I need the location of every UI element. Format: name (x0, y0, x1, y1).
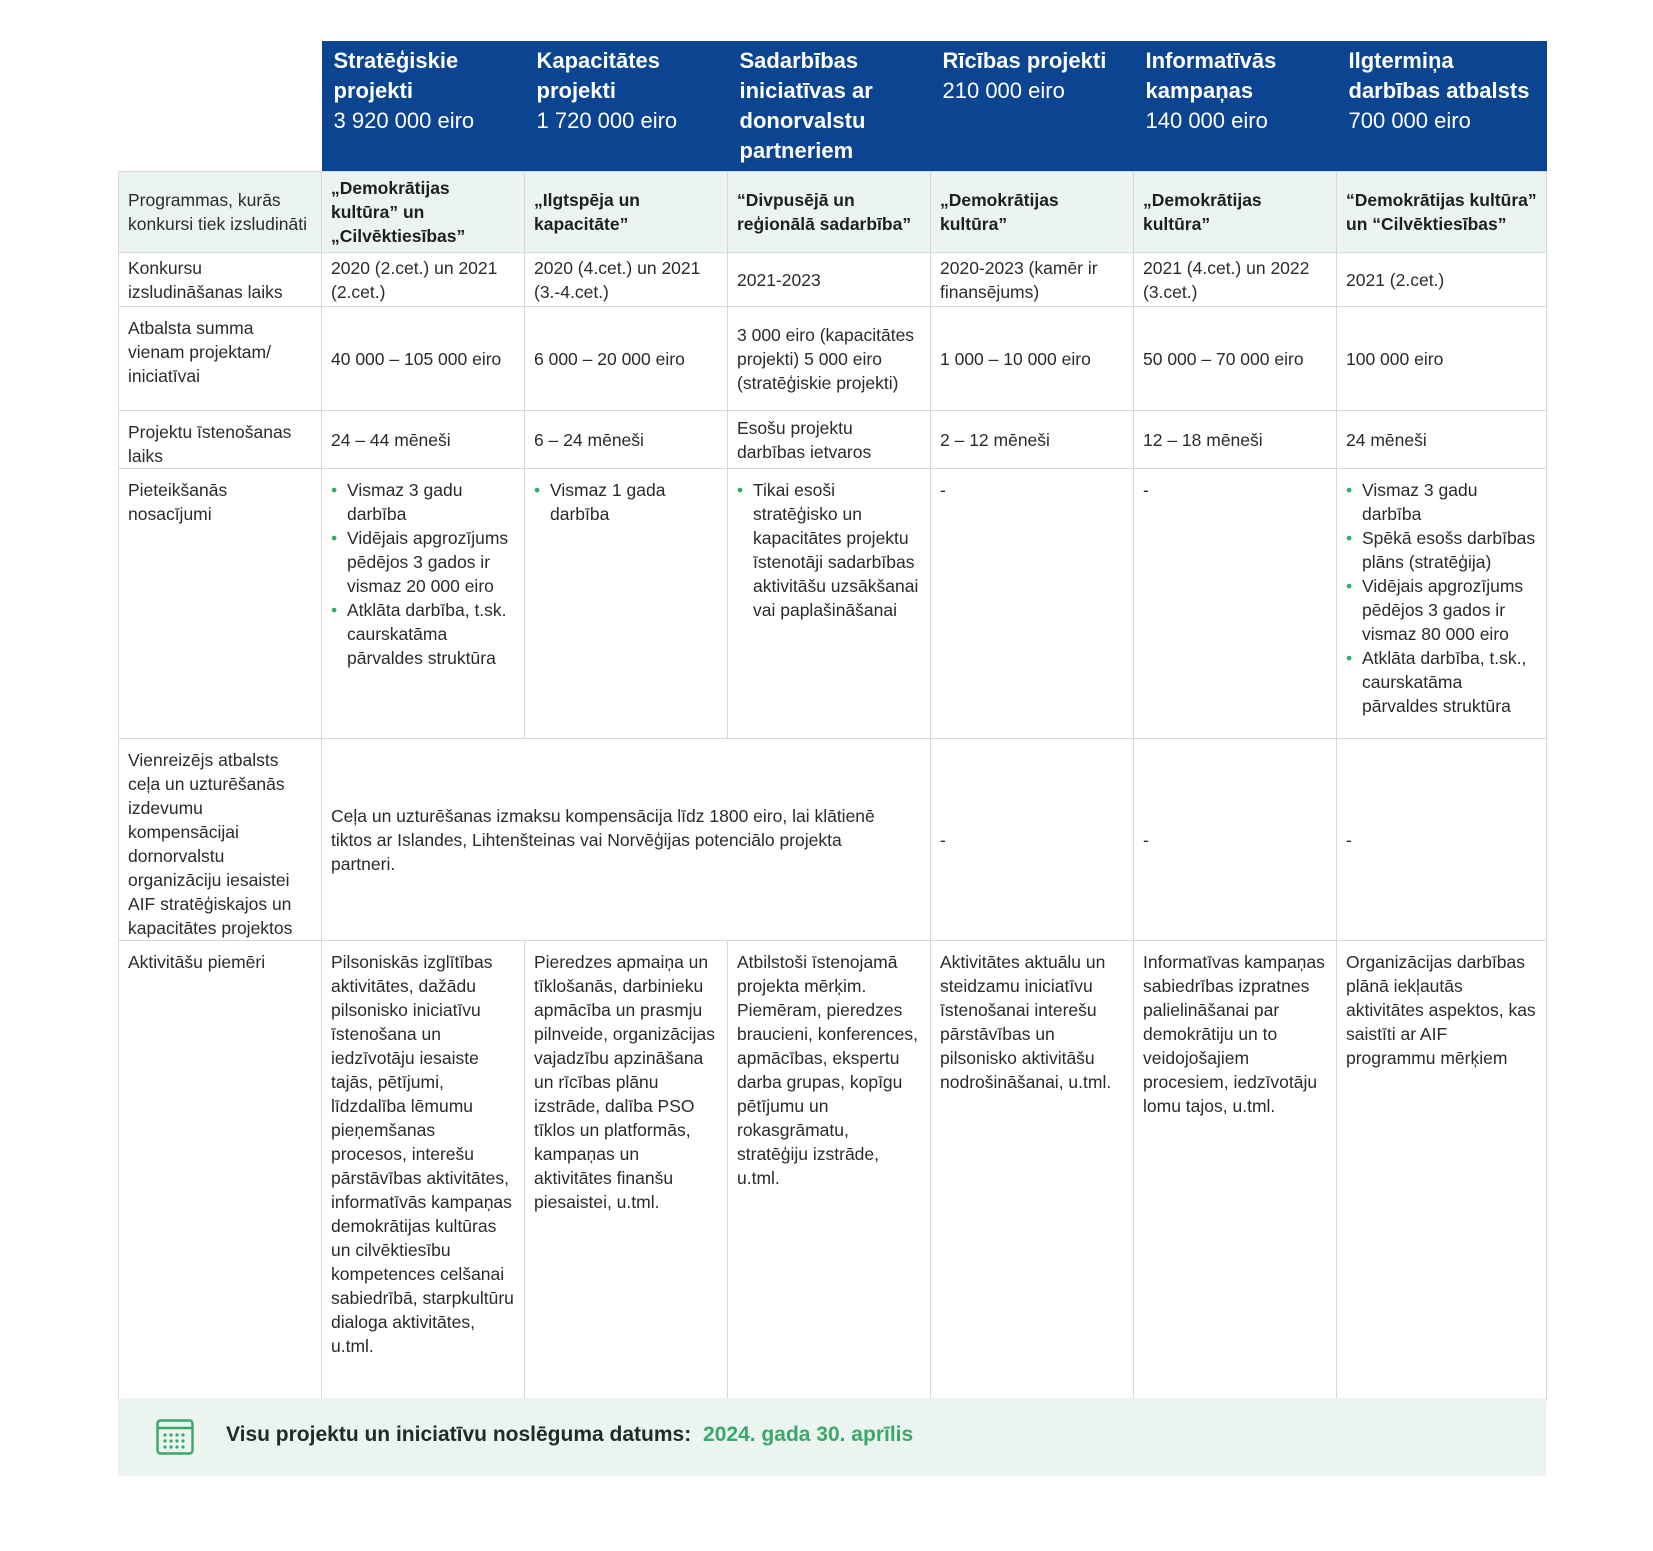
table-cell: „Ilgtspēja un kapacitāte” (525, 172, 728, 253)
header-blank-cell (119, 41, 322, 172)
row-amount (119, 307, 1547, 411)
row-label: Konkursu izsludināšanas laiks (119, 253, 322, 307)
header-row (119, 41, 1547, 172)
table-cell (1337, 469, 1547, 739)
row-duration (119, 411, 1547, 469)
list-item: • Atklāta darbība, t.sk., caurskatāma pārvaldes struktūra (1362, 646, 1537, 718)
list-item: • Vidējais apgrozījums pēdējos 3 gados ir vismaz 20 000 eiro (347, 526, 515, 598)
table-cell: „Demokrātijas kultūra” (1134, 172, 1337, 253)
projects-table (118, 41, 1547, 1401)
table-cell: - (1134, 739, 1337, 941)
header-amount: 210 000 eiro (942, 78, 1065, 103)
row-conditions (119, 469, 1547, 739)
table-cell: 6 000 – 20 000 eiro (525, 307, 728, 411)
row-timing (119, 253, 1547, 307)
table-cell: Esošu projektu darbības ietvaros (728, 411, 931, 469)
conditions-list (331, 478, 515, 670)
table-cell: 50 000 – 70 000 eiro (1134, 307, 1337, 411)
table-cell: - (931, 469, 1134, 739)
row-label: Pieteikšanās nosacījumi (119, 469, 322, 739)
row-label: Atbalsta summa vienam projektam/ iniciatīvai (119, 307, 322, 411)
table-cell: Pilsoniskās izglītības aktivitātes, dažādu pilsonisko iniciatīvu īstenošana un iedzīvotāju iesaiste tajās, pētījumi, līdzdalība lēmumu pieņemšanas procesos, interešu pārstāvības aktivitātes, informatīvās kampaņas demokrātijas kultūras un cilvēktiesību kompetences celšanai sabiedrībā, starpkultūru dialoga aktivitātes, u.tml. (322, 941, 525, 1401)
table-cell: 2020 (2.cet.) un 2021 (2.cet.) (322, 253, 525, 307)
table-cell: 2020-2023 (kamēr ir finansējums) (931, 253, 1134, 307)
table-cell: 1 000 – 10 000 eiro (931, 307, 1134, 411)
footer-label: Visu projektu un iniciatīvu noslēguma datums: (226, 1423, 692, 1446)
row-travel (119, 739, 1547, 941)
table-cell: Informatīvas kampaņas sabiedrības izpratnes palielināšanai par demokrātiju un to veidojošajiem procesiem, iedzīvotāju lomu tajos, u.tml. (1134, 941, 1337, 1401)
footer-date: 2024. gada 30. aprīlis (703, 1423, 914, 1446)
header-title: Kapacitātes projekti (536, 48, 661, 103)
header-amount: 140 000 eiro (1145, 108, 1268, 133)
calendar-icon (156, 1419, 194, 1455)
table-cell: Atbilstoši īstenojamā projekta mērķim. Piemēram, pieredzes braucieni, konferences, apmācības, ekspertu darba grupas, kopīgu pētījumu un rokasgrāmatu, stratēģiju izstrāde, u.tml. (728, 941, 931, 1401)
header-amount: 3 920 000 eiro (333, 108, 475, 133)
header-col-1 (322, 41, 525, 172)
table-cell: 100 000 eiro (1337, 307, 1547, 411)
list-item: • Vismaz 3 gadu darbība (347, 478, 515, 526)
table-cell: 40 000 – 105 000 eiro (322, 307, 525, 411)
table-cell: 2 – 12 mēneši (931, 411, 1134, 469)
header-col-2 (525, 41, 728, 172)
header-col-3 (728, 41, 931, 172)
conditions-list (737, 478, 921, 622)
table-cell (728, 469, 931, 739)
list-item: • Vidējais apgrozījums pēdējos 3 gados ir vismaz 80 000 eiro (1362, 574, 1537, 646)
footer-banner (118, 1398, 1546, 1476)
table-cell: - (1134, 469, 1337, 739)
table-cell (525, 469, 728, 739)
table-cell: - (1337, 739, 1547, 941)
header-title: Stratēģiskie projekti (333, 48, 459, 103)
table-cell: 2020 (4.cet.) un 2021 (3.-4.cet.) (525, 253, 728, 307)
table-cell: 2021 (2.cet.) (1337, 253, 1547, 307)
table-cell: „Demokrātijas kultūra” un „Cilvēktiesības” (322, 172, 525, 253)
list-item: • Tikai esoši stratēģisko un kapacitātes projektu īstenotāji sadarbības aktivitāšu uzsākšanai vai paplašināšanai (753, 478, 921, 622)
row-label: Vienreizējs atbalsts ceļa un uzturēšanās izdevumu kompensācijai dornorvalstu organizāciju iesaistei AIF stratēģiskajos un kapacitātes projektos (119, 739, 322, 941)
header-amount: 1 720 000 eiro (536, 108, 678, 133)
table-cell (322, 469, 525, 739)
table-cell: Aktivitātes aktuālu un steidzamu iniciatīvu īstenošanai interešu pārstāvības un pilsonisko aktivitāšu nodrošināšanai, u.tml. (931, 941, 1134, 1401)
header-col-4 (931, 41, 1134, 172)
row-examples (119, 941, 1547, 1401)
list-item: • Spēkā esošs darbības plāns (stratēģija) (1362, 526, 1537, 574)
conditions-list (1346, 478, 1537, 718)
conditions-list (534, 478, 718, 526)
table-cell: 2021 (4.cet.) un 2022 (3.cet.) (1134, 253, 1337, 307)
table-cell: Organizācijas darbības plānā iekļautās aktivitātes aspektos, kas saistīti ar AIF programmu mērķiem (1337, 941, 1547, 1401)
table-cell: 24 mēneši (1337, 411, 1547, 469)
table-cell: Pieredzes apmaiņa un tīklošanās, darbinieku apmācība un prasmju pilnveide, organizācijas vajadzību apzināšana un rīcības plānu izstrāde, dalība PSO tīklos un platformās, kampaņas un aktivitātes finanšu piesaistei, u.tml. (525, 941, 728, 1401)
table-cell: “Divpusējā un reģionālā sadarbība” (728, 172, 931, 253)
list-item: • Vismaz 3 gadu darbība (1362, 478, 1537, 526)
list-item: • Atklāta darbība, t.sk. caurskatāma pārvaldes struktūra (347, 598, 515, 670)
table-cell: 12 – 18 mēneši (1134, 411, 1337, 469)
header-title: Informatīvās kampaņas (1145, 48, 1277, 103)
header-col-5 (1134, 41, 1337, 172)
header-col-6 (1337, 41, 1547, 172)
header-title: Rīcības projekti (942, 48, 1107, 73)
row-label: Projektu īstenošanas laiks (119, 411, 322, 469)
header-title: Ilgtermiņa darbības atbalsts (1348, 48, 1530, 103)
table-cell: 24 – 44 mēneši (322, 411, 525, 469)
table-cell: - (931, 739, 1134, 941)
table-cell: “Demokrātijas kultūra” un “Cilvēktiesības” (1337, 172, 1547, 253)
merged-cell: Ceļa un uzturēšanas izmaksu kompensācija līdz 1800 eiro, lai klātienē tiktos ar Islandes, Lihtenšteinas vai Norvēģijas potenciālo projekta partneri. (322, 739, 931, 941)
table-cell: „Demokrātijas kultūra” (931, 172, 1134, 253)
list-item: • Vismaz 1 gada darbība (550, 478, 718, 526)
header-amount: 700 000 eiro (1348, 108, 1471, 133)
table-cell: 6 – 24 mēneši (525, 411, 728, 469)
table-cell: 3 000 eiro (kapacitātes projekti) 5 000 eiro (stratēģiskie projekti) (728, 307, 931, 411)
footer-text (226, 1423, 913, 1447)
row-label: Programmas, kurās konkursi tiek izsludināti (119, 172, 322, 253)
row-label: Aktivitāšu piemēri (119, 941, 322, 1401)
table-cell: 2021-2023 (728, 253, 931, 307)
header-title: Sadarbības iniciatīvas ar donorvalstu partneriem (739, 48, 873, 163)
row-programmes (119, 172, 1547, 253)
